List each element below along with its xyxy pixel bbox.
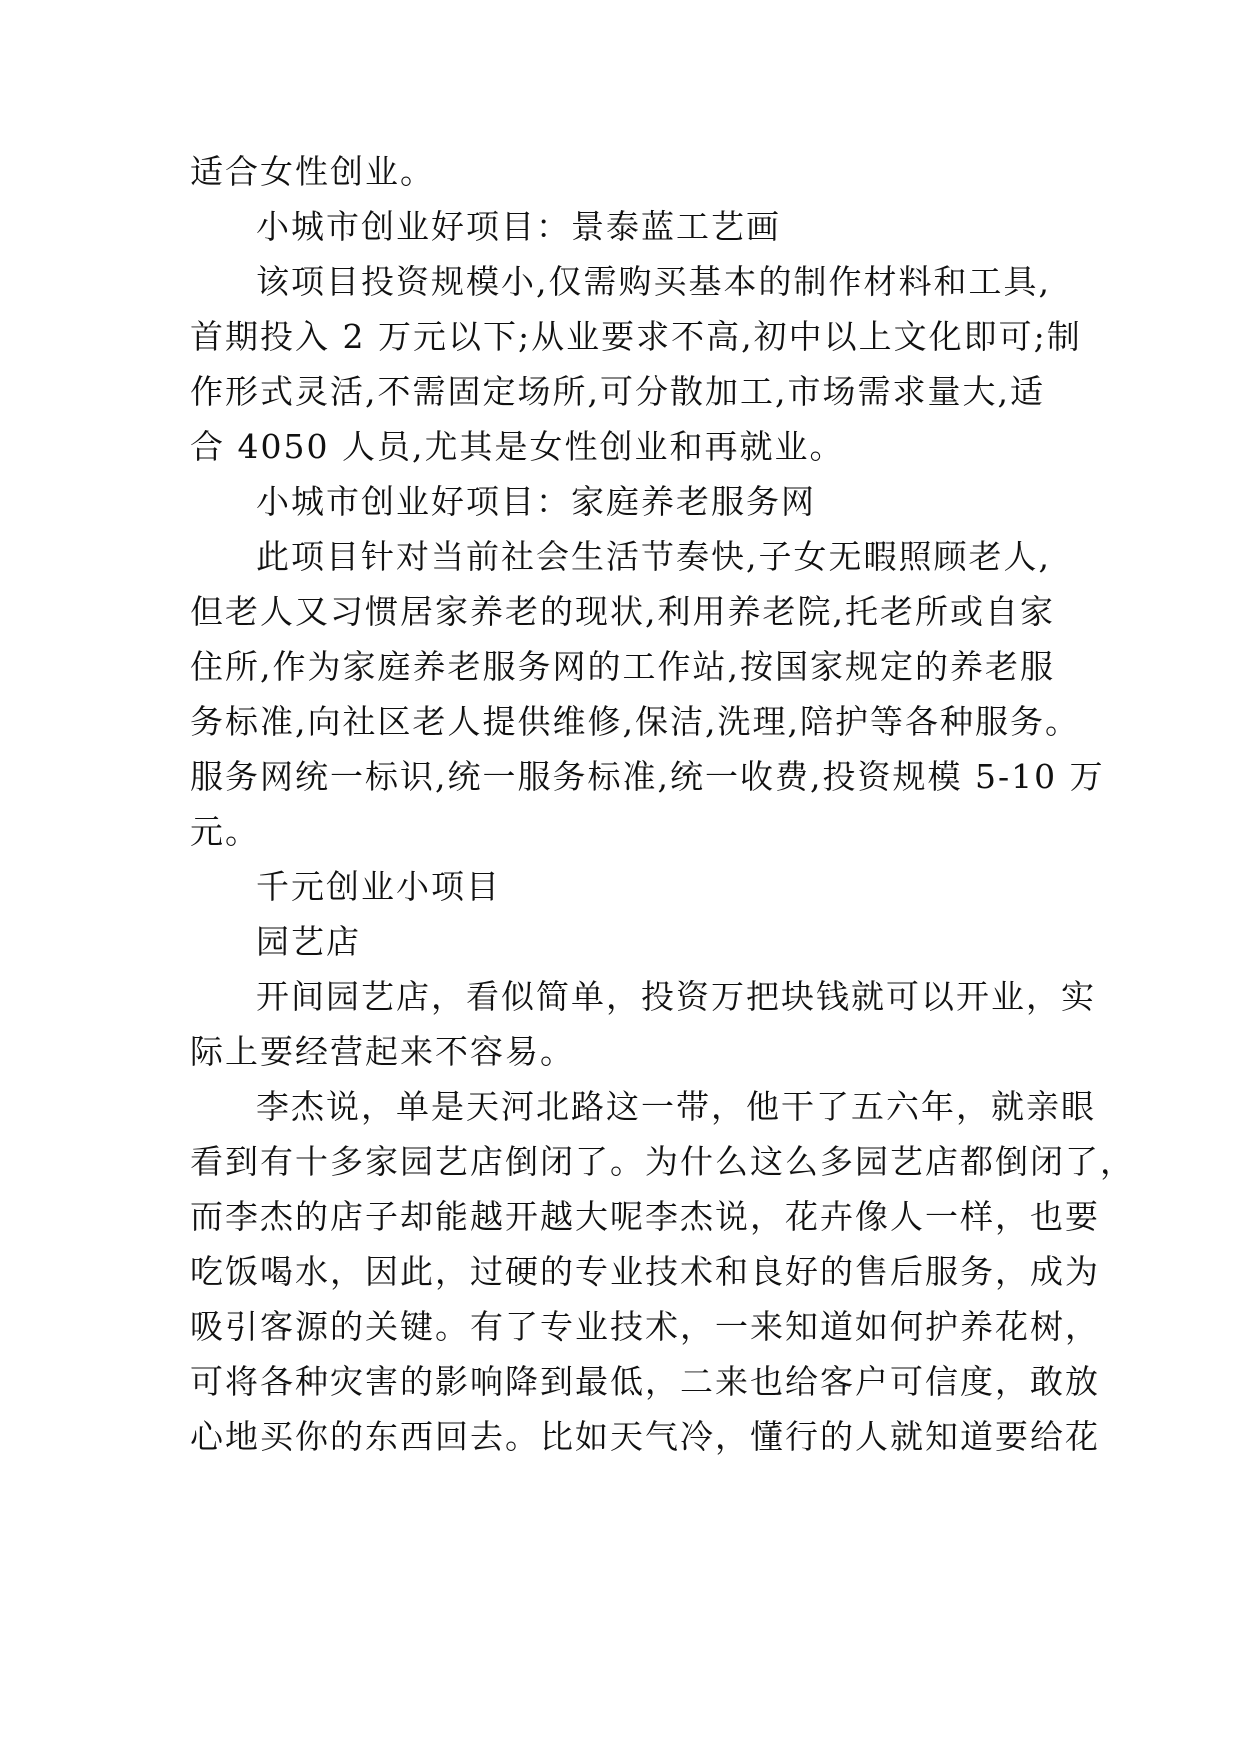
paragraph-line: 适合女性创业。 [190,152,435,191]
paragraph-line: 看到有十多家园艺店倒闭了。为什么这么多园艺店都倒闭了， [190,1142,1135,1181]
paragraph-line: 务标准,向社区老人提供维修,保洁,洗理,陪护等各种服务。 [190,702,1080,741]
paragraph-line: 元。 [190,812,260,851]
section-heading: 千元创业小项目 [256,867,501,906]
paragraph-line: 首期投入 2 万元以下;从业要求不高,初中以上文化即可;制 [190,317,1082,356]
paragraph-line: 心地买你的东西回去。比如天气冷，懂行的人就知道要给花 [190,1417,1100,1456]
section-heading: 小城市创业好项目：家庭养老服务网 [256,482,816,521]
paragraph-line: 而李杰的店子却能越开越大呢李杰说，花卉像人一样，也要 [190,1197,1100,1236]
paragraph-line: 吃饭喝水，因此，过硬的专业技术和良好的售后服务，成为 [190,1252,1100,1291]
paragraph-line: 李杰说，单是天河北路这一带，他干了五六年，就亲眼 [256,1087,1096,1126]
paragraph-line: 住所,作为家庭养老服务网的工作站,按国家规定的养老服 [190,647,1055,686]
section-heading: 小城市创业好项目：景泰蓝工艺画 [256,207,781,246]
paragraph-line: 该项目投资规模小,仅需购买基本的制作材料和工具, [256,262,1051,301]
paragraph-line: 此项目针对当前社会生活节奏快,子女无暇照顾老人, [256,537,1051,576]
paragraph-line: 可将各种灾害的影响降到最低，二来也给客户可信度，敢放 [190,1362,1100,1401]
paragraph-line: 吸引客源的关键。有了专业技术，一来知道如何护养花树， [190,1307,1100,1346]
paragraph-line: 但老人又习惯居家养老的现状,利用养老院,托老所或自家 [190,592,1055,631]
paragraph-line: 际上要经营起来不容易。 [190,1032,575,1071]
paragraph-line: 作形式灵活,不需固定场所,可分散加工,市场需求量大,适 [190,372,1045,411]
paragraph-line: 服务网统一标识,统一服务标准,统一收费,投资规模 5-10 万 [190,757,1105,796]
paragraph-line: 开间园艺店，看似简单，投资万把块钱就可以开业，实 [256,977,1096,1016]
section-heading: 园艺店 [256,922,361,961]
paragraph-line: 合 4050 人员,尤其是女性创业和再就业。 [190,427,845,466]
